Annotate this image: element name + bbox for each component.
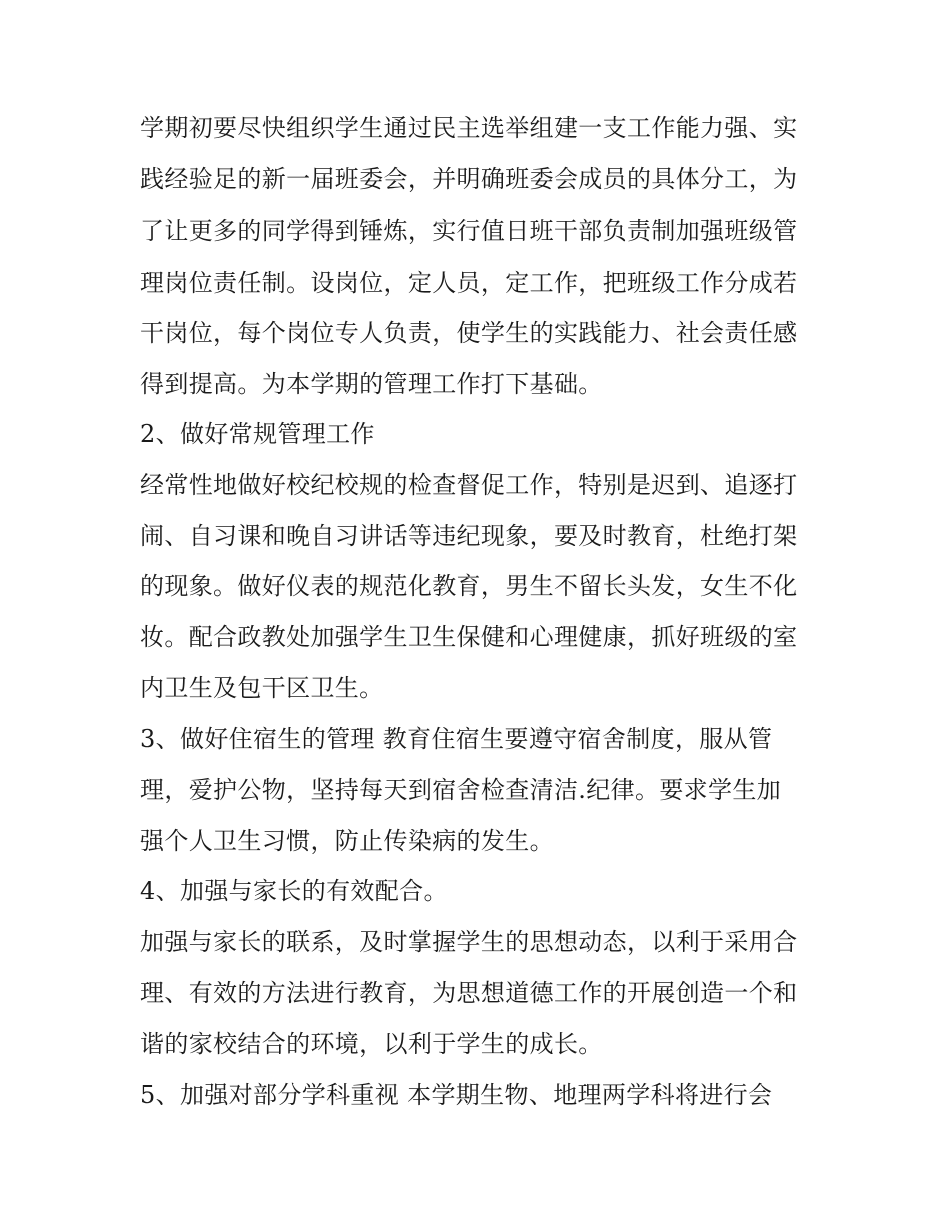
text-line: 学期初要尽快组织学生通过民主选举组建一支工作能力强、实 bbox=[140, 114, 798, 142]
text-line: 加强与家长的联系，及时掌握学生的思想动态，以利于采用合 bbox=[140, 928, 798, 956]
text-line: 谐的家校结合的环境，以利于学生的成长。 bbox=[140, 1030, 603, 1058]
text-line: 理、有效的方法进行教育，为思想道德工作的开展创造一个和 bbox=[140, 979, 798, 1007]
text-line: 经常性地做好校纪校规的检查督促工作，特别是迟到、追逐打 bbox=[140, 471, 798, 499]
text-line: 理，爱护公物，坚持每天到宿舍检查清洁.纪律。要求学生加 bbox=[140, 776, 782, 804]
text-line: 闹、自习课和晚自习讲话等违纪现象，要及时教育，杜绝打架 bbox=[140, 522, 798, 550]
section-heading: 2、做好常规管理工作 bbox=[140, 420, 375, 448]
text-line: 的现象。做好仪表的规范化教育，男生不留长头发，女生不化 bbox=[140, 572, 798, 600]
text-line: 干岗位，每个岗位专人负责，使学生的实践能力、社会责任感 bbox=[140, 319, 798, 347]
text-line: 得到提高。为本学期的管理工作打下基础。 bbox=[140, 370, 603, 398]
section-heading: 5、加强对部分学科重视 本学期生物、地理两学科将进行会 bbox=[140, 1081, 773, 1109]
text-line: 践经验足的新一届班委会，并明确班委会成员的具体分工，为 bbox=[140, 165, 798, 193]
text-line: 妆。配合政教处加强学生卫生保健和心理健康，抓好班级的室 bbox=[140, 623, 798, 651]
text-line: 了让更多的同学得到锤炼，实行值日班干部负责制加强班级管 bbox=[140, 217, 798, 245]
text-line: 理岗位责任制。设岗位，定人员，定工作，把班级工作分成若 bbox=[140, 269, 798, 297]
text-line: 内卫生及包干区卫生。 bbox=[140, 674, 384, 702]
section-heading: 4、加强与家长的有效配合。 bbox=[140, 877, 448, 905]
section-heading: 3、做好住宿生的管理 教育住宿生要遵守宿舍制度，服从管 bbox=[140, 725, 773, 753]
text-line: 强个人卫生习惯，防止传染病的发生。 bbox=[140, 827, 554, 855]
